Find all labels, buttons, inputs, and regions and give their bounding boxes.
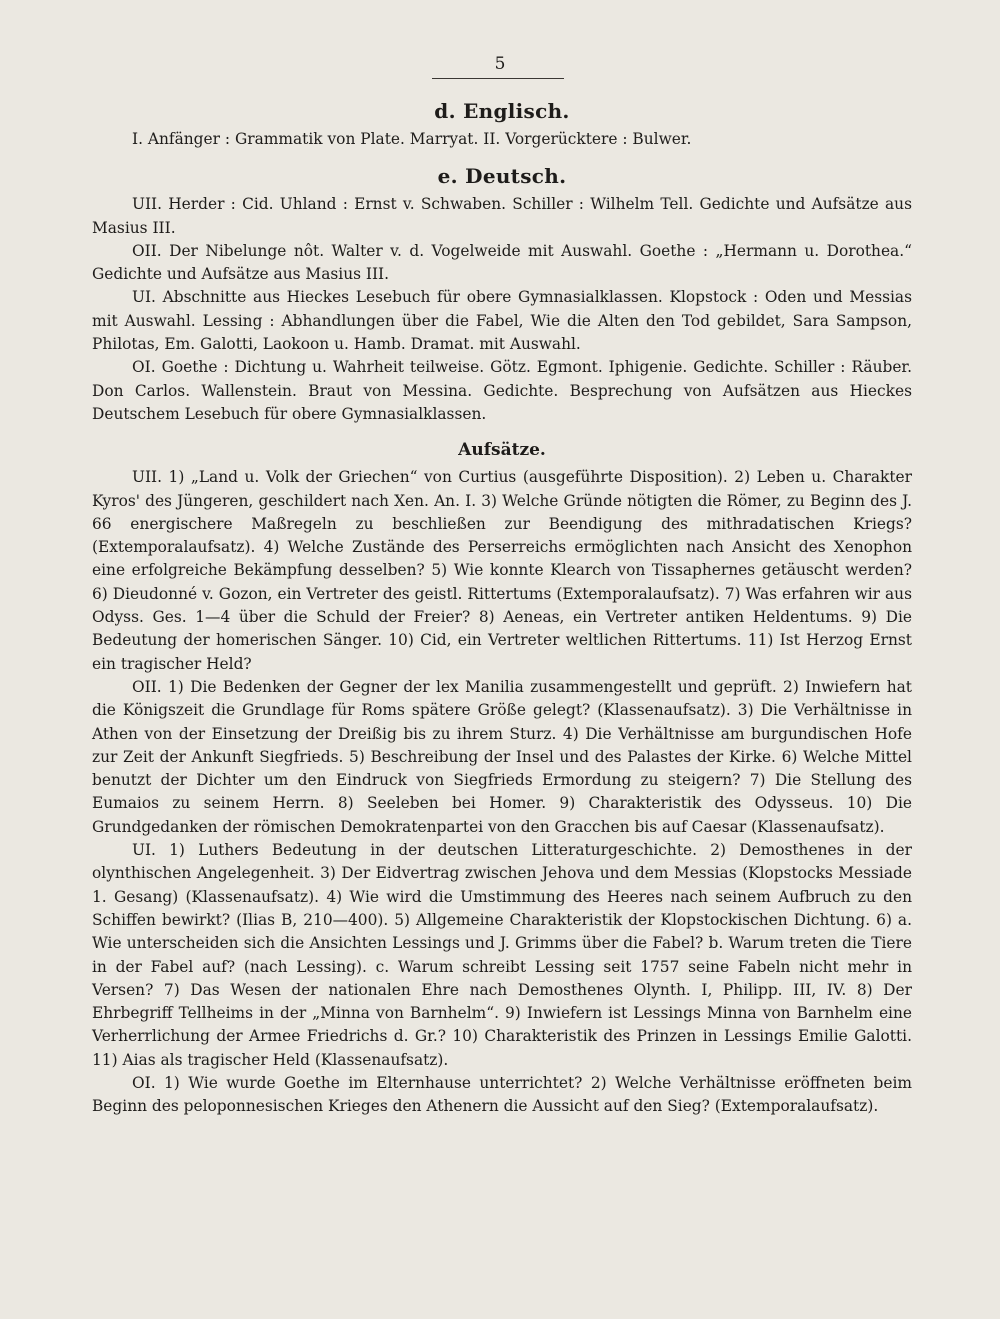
paragraph-text: Abschnitte aus Hieckes Lesebuch für obere Gymnasialklassen. Klopstock : Oden und Messias mit Auswahl. Lessing : Abhandlungen über die Fabel, Wie die Alten den Tod gebildet, Sara Sampson, Philotas, Em. Galotti, Laokoon u. Hamb. Dramat. mit Auswahl. [92,288,912,354]
page-content [92,96,912,1119]
paragraph-text: 1) Wie wurde Goethe im Elternhause unterrichtet? 2) Welche Verhältnisse eröffneten beim Beginn des peloponnesischen Krieges den Athenern die Aussicht auf den Sieg? (Extemporalaufsatz). [92,1073,912,1116]
class-label: UII. [132,468,163,487]
paragraph-text: Herder : Cid. Uhland : Ernst v. Schwaben. Schiller : Wilhelm Tell. Gedichte und Aufsätze aus Masius III. [92,195,912,237]
aufsaetze-paragraph-ui [92,839,912,1072]
deutsch-paragraph-uii [92,193,912,240]
deutsch-paragraph-oi [92,356,912,426]
class-label: OII. [132,241,162,260]
deutsch-paragraph-oii [92,240,912,287]
englisch-paragraph: I. Anfänger : Grammatik von Plate. Marryat. II. Vorgerücktere : Bulwer. [132,130,692,148]
class-label: OI. [132,358,156,377]
paragraph-text: Goethe : Dichtung u. Wahrheit teilweise. Götz. Egmont. Iphigenie. Gedichte. Schiller : Räuber. Don Carlos. Wallenstein. Braut von Messina. Gedichte. Besprechung von Aufsätzen aus Hieckes Deutschem Lesebuch für obere Gymnasialklassen. [92,358,912,423]
aufsaetze-paragraph-oi [92,1072,912,1119]
class-label: UI. [132,841,156,860]
aufsaetze-paragraph-oii [92,676,912,839]
paragraph-text: 1) „Land u. Volk der Griechen“ von Curtius (ausgeführte Disposition). 2) Leben u. Charakter Kyros' des Jüngeren, geschildert nach Xen. An. I. 3) Welche Gründe nötigten die Römer, zu Beginn des J. 66 energischere Maßregeln zu beschließen zur Beendigung des mithradatischen Kriegs? (Extemporalaufsatz). 4) Welche Zustände des Perserreichs ermöglichten nach Ansicht des Xenophon eine erfolgreiche Bekämpfung desselben? 5) Wie konnte Klearch von Tissaphernes getäuscht werden? 6) Dieudonné v. Gozon, ein Vertreter des geistl. Rittertums (Extemporalaufsatz). 7) Was erfahren wir aus Odyss. Ges. 1—4 über die Schuld der Freier? 8) Aeneas, ein Vertreter antiken Heldentums. 9) Die Bedeutung der homerischen Sänger. 10) Cid, ein Vertreter weltlichen Rittertums. 11) Ist Herzog Ernst ein tragischer Held? [92,468,912,673]
class-label: UII. [132,195,163,214]
class-label: OI. [132,1073,156,1092]
heading-englisch: d. Englisch. [434,99,570,123]
paragraph-text: 1) Die Bedenken der Gegner der lex Manilia zusammengestellt und geprüft. 2) Inwiefern hat die Königszeit die Grundlage für Roms spätere Größe gelegt? (Klassenaufsatz). 3) Die Verhältnisse in Athen von der Einsetzung der Dreißig bis zu ihrem Sturz. 4) Die Verhältnisse am burgundischen Hofe zur Zeit der Ankunft Siegfrieds. 5) Beschreibung der Insel und des Palastes der Kirke. 6) Welche Mittel benutzt der Dichter um den Eindruck von Siegfrieds Ermordung zu steigern? 7) Die Stellung des Eumaios zu seinem Herrn. 8) Seeleben bei Homer. 9) Charakteristik des Odysseus. 10) Die Grundgedanken der römischen Demokratenpartei von den Gracchen bis auf Caesar (Klassenaufsatz). [92,677,912,836]
paragraph-text: 1) Luthers Bedeutung in der deutschen Litteraturgeschichte. 2) Demosthenes in der olynthischen Angelegenheit. 3) Der Eidvertrag zwischen Jehova und dem Messias (Klopstocks Messiade 1. Gesang) (Klassenaufsatz). 4) Wie wird die Umstimmung des Heeres nach seinem Aufbruch zu den Schiffen bewirkt? (Ilias B, 210—400). 5) Allgemeine Charakteristik der Klopstockischen Dichtung. 6) a. Wie unterscheiden sich die Ansichten Lessings und J. Grimms über die Fabel? b. Warum treten die Tiere in der Fabel auf? (nach Lessing). c. Warum schreibt Lessing seit 1757 seine Fabeln nicht mehr in Versen? 7) Das Wesen der nationalen Ehre nach Demosthenes Olynth. I, Philipp. III, IV. 8) Der Ehrbegriff Tellheims in der „Minna von Barnhelm“. 9) Inwiefern ist Lessings Minna von Barnhelm eine Verherrlichung der Armee Friedrichs d. Gr.? 10) Charakteristik des Prinzen in Lessings Emilie Galotti. 11) Aias als tragischer Held (Klassenaufsatz). [92,841,912,1069]
heading-aufsaetze: Aufsätze. [458,440,546,461]
page-number-rule [432,78,564,79]
class-label: OII. [132,677,162,696]
aufsaetze-paragraph-uii [92,466,912,676]
page-number: 5 [494,54,506,74]
deutsch-paragraph-ui [92,286,912,356]
paragraph-text: Der Nibelunge nôt. Walter v. d. Vogelweide mit Auswahl. Goethe : „Hermann u. Dorothea.“ Gedichte und Aufsätze aus Masius III. [92,241,912,284]
class-label: UI. [132,288,156,307]
heading-deutsch: e. Deutsch. [437,164,567,189]
